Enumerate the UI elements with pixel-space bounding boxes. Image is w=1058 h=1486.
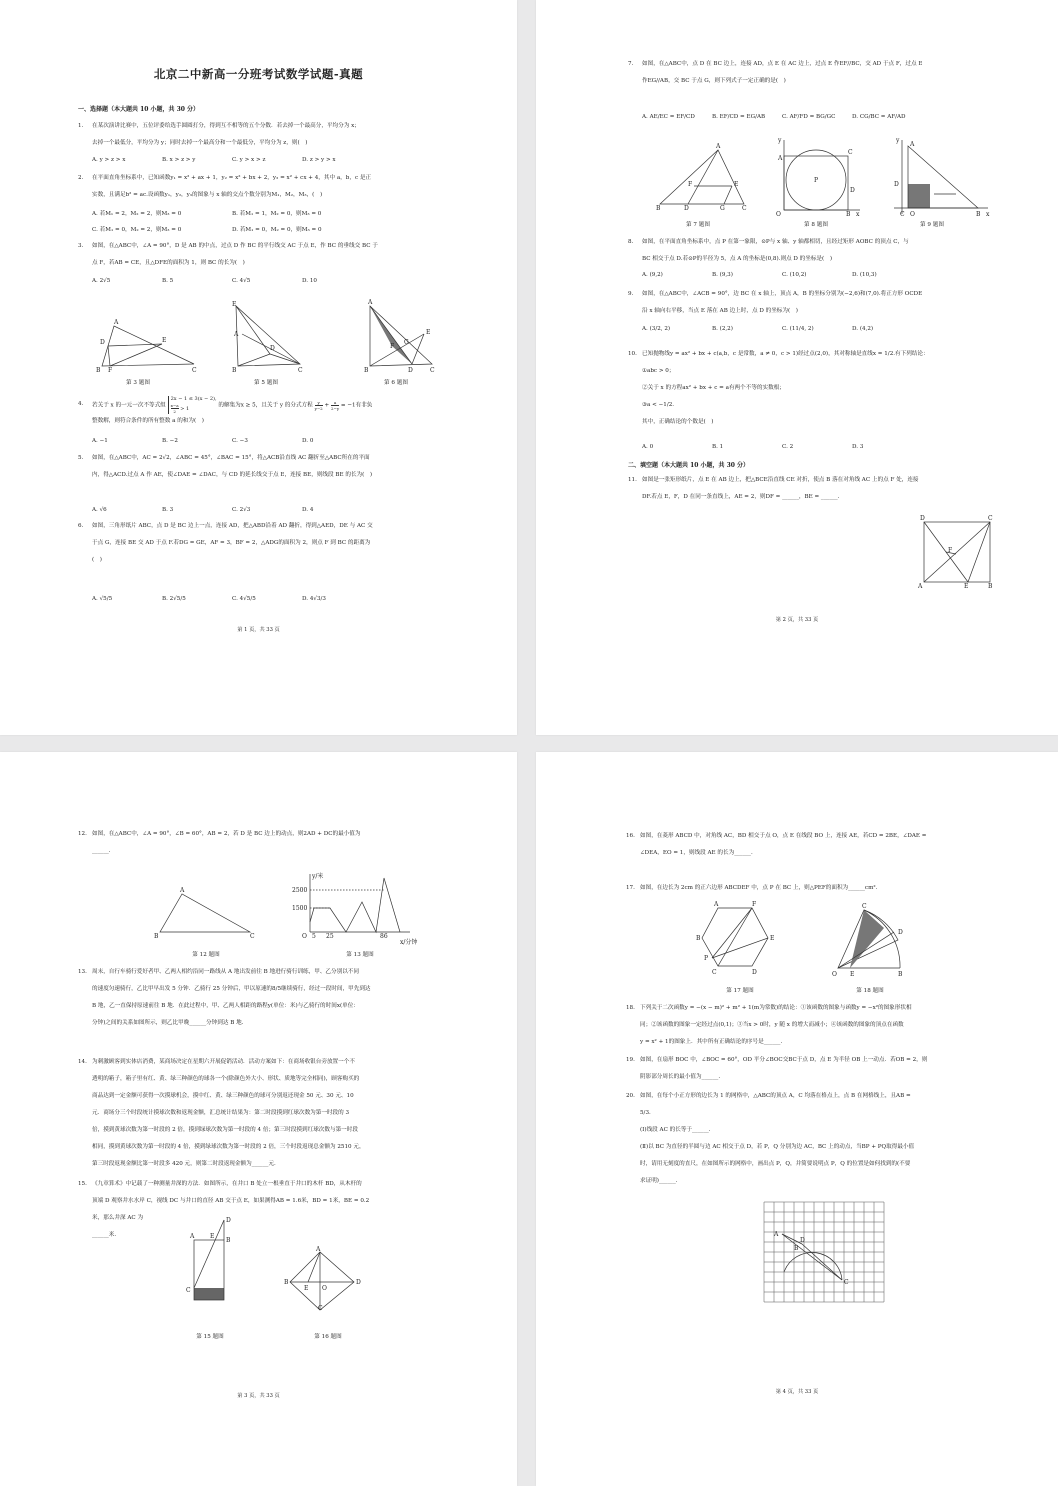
svg-text:C: C [848, 149, 853, 156]
svg-text:C: C [318, 1305, 323, 1312]
question-text: 如图，三角形纸片 ABC，点 D 是 BC 边上一点，连接 AD，把△ABD沿着 AD 翻折，得到△AED，DE 与 AC 交 [92, 523, 373, 529]
y-axis-label: y/米 [312, 873, 324, 880]
option-d[interactable]: D. 10 [302, 278, 317, 284]
option-c[interactable]: C. 2√3 [232, 507, 251, 513]
question-text: ______米. [92, 1232, 117, 1238]
option-c[interactable]: C. y > x > z [232, 157, 266, 163]
sub-question: (Ⅰ)线段 AC 的长等于______. [640, 1127, 711, 1133]
question-text: y = x² + 1的图象上．其中所有正确结论的序号是______. [640, 1039, 783, 1045]
question-number: 20. [626, 1093, 635, 1099]
figure-q19 [828, 902, 912, 978]
option-d[interactable]: D. z > y > x [302, 157, 336, 163]
svg-text:B: B [154, 933, 159, 940]
option-a[interactable]: A. √6 [92, 507, 107, 513]
svg-text:F: F [108, 367, 113, 374]
question-17 [626, 880, 878, 897]
question-text: 如图，在△ABC中，∠A = 90°，∠B = 60°，AB = 2，若 D 是 BC 边上的动点，则2AD + DC的最小值为 [92, 831, 361, 837]
question-text: 在平面直角坐标系中，已知函数y₁ = x² + ax + 1，y₂ = x² + bx + 2，y₃ = x² + cx + 4，其中 a，b，c 是正 [92, 175, 372, 181]
question-text: 米，那么井深 AC 为 [92, 1215, 144, 1221]
svg-text:E: E [850, 971, 855, 978]
x-tick: 86 [380, 933, 388, 940]
svg-text:F: F [688, 181, 693, 188]
caption: 第 7 题图 [686, 222, 710, 228]
option-c[interactable]: C. 2 [782, 444, 794, 450]
x-axis-label: x/分钟 [400, 939, 418, 946]
question-text: 如图，在边长为 2cm 的正六边形 ABCDEF 中，点 P 在 BC 上，则△PEF的面积为______cm². [640, 885, 878, 891]
figure-q20-grid [762, 1200, 888, 1302]
option-b[interactable]: B. (2,2) [712, 326, 733, 332]
figure-q12 [150, 884, 260, 940]
y-tick: 1500 [292, 905, 308, 912]
origin-label: O [302, 933, 307, 940]
svg-text:y: y [896, 137, 900, 144]
svg-text:A: A [190, 1233, 195, 1240]
option-d[interactable]: D. (4,2) [852, 326, 874, 332]
question-text: 的解集为x ≥ 5，且关于 y 的分式方程 [218, 402, 313, 409]
question-text: 点 F，若AB = CE，且△DFE的面积为 1，则 BC 的长为( ) [92, 260, 245, 266]
page-4 [536, 752, 1058, 1486]
option-b[interactable]: B. 3 [162, 507, 174, 513]
question-5 [78, 450, 373, 484]
question-text: ______. [92, 848, 111, 854]
question-number: 3. [78, 243, 84, 249]
svg-text:E: E [210, 1233, 215, 1240]
question-10 [628, 346, 929, 431]
question-1 [78, 118, 360, 152]
option-b[interactable]: B. 2√5/5 [162, 596, 186, 602]
question-text: ∠DEA，EO = 1，则线段 AE 的长为______. [640, 850, 753, 856]
svg-text:C: C [844, 1279, 849, 1286]
question-number: 6. [78, 523, 84, 529]
svg-text:C: C [430, 367, 435, 374]
svg-text:A: A [114, 319, 119, 326]
question-4: 4. 若关于 x 的一元一次不等式组 2x − 1 ≤ 3(x − 2), $\frac{x-a}{2} > 1$ 的解集为x ≥ 5，且关于 y 的分式方程 y y−2 + a 2−y = −1有非负 整数解，则符合条件的所有整数 a 的和为( ) [92, 396, 372, 430]
svg-text:P: P [704, 955, 709, 962]
svg-text:D: D [100, 339, 105, 346]
question-text: 下列关于二次函数y = −(x − m)² + m² + 1(m为常数)的结论：①该函数的图象与函数y = −x²的图象形状相 [640, 1005, 912, 1011]
sub-question: (Ⅱ)以 BC 为直径的半圆与边 AC 相交于点 D，若 P，Q 分别为边 AC，BC 上的动点，当BP + PQ取得最小值 [640, 1144, 915, 1150]
question-11 [628, 472, 919, 506]
svg-text:B: B [226, 1237, 231, 1244]
question-2 [78, 170, 372, 204]
svg-text:G: G [404, 339, 409, 346]
question-number: 12. [78, 831, 87, 837]
svg-text:C: C [712, 969, 717, 976]
svg-text:A: A [910, 141, 915, 148]
svg-text:E: E [232, 301, 237, 308]
question-number: 4. [78, 401, 84, 407]
page-footer: 第 4 页，共 33 页 [775, 1389, 819, 1395]
question-text: 第三时段返现金额比第一时段多 420 元，则第二时段返现金额为______元. [92, 1161, 276, 1167]
svg-text:B: B [284, 1279, 289, 1286]
page-2 [536, 0, 1058, 735]
svg-text:E: E [964, 583, 969, 590]
option-d[interactable]: D. 4√3/3 [302, 596, 326, 602]
question-text: 的速度匀速骑行，乙比甲早出发 5 分钟．乙骑行 25 分钟后，甲以原速的8/5继续骑行，经过一段时间，甲先到达 [92, 986, 371, 992]
x-tick: 5 [312, 933, 316, 940]
question-text: 同；②该函数的图象一定经过点(0,1)；③当x > 0时，y 随 x 的增大而减小；④该函数的图象的顶点在函数 [640, 1022, 904, 1028]
page-1 [0, 0, 517, 735]
question-text: 透明的箱子，箱子里有红、黄、绿三种颜色的球各一个(除颜色外大小、形状、质地等完全相同)，顾客购买的 [92, 1076, 360, 1082]
question-text: 分钟)之间的关系如图所示，则乙比甲晚______分钟到达 B 地. [92, 1020, 244, 1026]
svg-text:x: x [986, 211, 990, 218]
option-c[interactable]: C. (10,2) [782, 272, 807, 278]
svg-text:A: A [918, 583, 923, 590]
svg-text:D: D [898, 929, 903, 936]
question-text: 为刺激顾客到实体店消费，某商场决定在星期六开展促销活动．活动方案如下：在商场收银台旁放置一个不 [92, 1059, 355, 1065]
question-number: 9. [628, 291, 634, 297]
question-text: 《九章算术》中记载了一种测量井深的方法．如图所示，在井口 B 处立一根垂直于井口的木杆 BD，从木杆的 [92, 1181, 362, 1187]
svg-text:C: C [988, 515, 993, 522]
question-text: 如图，在△ABC中，∠ACB = 90°，边 BC 在 x 轴上，顶点 A，B 的坐标分别为(−2,6)和(7,0).将正方形 OCDE [642, 291, 923, 297]
question-text: 已知抛物线y = ax² + bx + c(a,b，c 是常数，a ≠ 0，c > 1)经过点(2,0)，其对称轴是直线x = 1/2.有下列结论： [642, 351, 929, 357]
figure-q16 [284, 1248, 366, 1312]
option-a[interactable]: A. AE/EC = EF/CD [642, 114, 695, 120]
y-tick: 2500 [292, 887, 308, 894]
question-number: 13. [78, 969, 87, 975]
question-text: 相同，摸到黄球次数为第一时段的 4 倍，摸到绿球次数为第一时段的 2 倍，三个时段返现总金额为 2510 元， [92, 1144, 365, 1150]
caption: 第 9 题图 [920, 222, 944, 228]
svg-text:B: B [656, 205, 661, 212]
question-text: 内，得△ACD.过点 A 作 AE，使∠DAE = ∠DAC，与 CD 的延长线交于点 E，连接 BE，则线段 BE 的长为( ) [92, 472, 373, 478]
question-text: BC 相交于点 D.若⊙P的半径为 5，点 A 的坐标是(0,8).则点 D 的坐标是( ) [642, 256, 833, 262]
option-b[interactable]: B. (9,3) [712, 272, 733, 278]
svg-text:D: D [408, 367, 413, 374]
svg-text:A: A [774, 1231, 779, 1238]
question-text: 如图，在每个小正方形的边长为 1 的网格中，△ABC的顶点 A，C 均落在格点上，点 B 在网格线上，且AB = [640, 1093, 911, 1099]
svg-text:E: E [770, 935, 775, 942]
caption: 第 12 题图 [192, 952, 220, 958]
svg-text:D: D [894, 181, 899, 188]
question-16 [626, 828, 927, 862]
svg-text:B: B [96, 367, 101, 374]
svg-text:F: F [390, 343, 395, 350]
question-number: 19. [626, 1057, 635, 1063]
svg-text:P: P [814, 177, 819, 184]
svg-text:B: B [988, 583, 993, 590]
question-number: 14. [78, 1059, 87, 1065]
option-d[interactable]: D. CG/BC = AF/AD [852, 114, 906, 120]
question-text: 若关于 x 的一元一次不等式组 [92, 402, 166, 409]
svg-text:E: E [162, 337, 167, 344]
question-text: 倍，摸到黄球次数为第一时段的 2 倍，摸到绿球次数为第一时段的 4 倍；第三时段摸到红球次数与第一时段 [92, 1127, 358, 1133]
option-a[interactable]: A. √5/5 [92, 596, 113, 602]
option-b[interactable]: B. x > z > y [162, 157, 196, 163]
section-fill-heading: 二、填空题（本大题共 10 小题，共 30 分） [628, 462, 750, 469]
option-d[interactable]: D. 4 [302, 507, 314, 513]
svg-text:A: A [316, 1246, 321, 1253]
figure-q8 [772, 136, 864, 216]
system-line: > 1 [180, 406, 190, 412]
figure-q9 [888, 136, 992, 216]
question-text: B 地，乙一直保持原速前往 B 地．在此过程中，甲、乙两人相距的路程y(单位：米)与乙骑行的时间x(单位： [92, 1003, 359, 1009]
svg-text:C: C [186, 1287, 191, 1294]
svg-text:E: E [304, 1285, 309, 1292]
x-tick: 25 [326, 933, 334, 940]
question-text: 如图，在扇形 BOC 中，∠BOC = 60°，OD 平分∠BOC交BC于点 D，点 E 为半径 OB 上一动点．若OB = 2，则 [640, 1057, 928, 1063]
option-d[interactable]: D. 3 [852, 444, 864, 450]
question-text: 于点 G，连接 BE 交 AD 于点 F.若DG = GE，AF = 3，BF = 2，△ADG的面积为 2，则点 F 到 BC 的距离为 [92, 540, 371, 546]
caption: 第 15 题图 [196, 1334, 224, 1340]
svg-text:C: C [250, 933, 255, 940]
svg-text:D: D [356, 1279, 361, 1286]
option-d[interactable]: D. (10,3) [852, 272, 877, 278]
question-9 [628, 286, 923, 320]
svg-text:D: D [226, 1217, 231, 1224]
question-text: ( ) [92, 557, 102, 563]
svg-text:C: C [900, 211, 905, 218]
question-3 [78, 238, 378, 272]
chart-q13 [292, 870, 432, 946]
frac-den: 2 [173, 409, 176, 414]
question-8 [628, 234, 909, 268]
svg-text:B: B [976, 211, 981, 218]
option-a[interactable]: A. (9,2) [642, 272, 663, 278]
svg-text:D: D [270, 345, 275, 352]
figure-q11 [916, 514, 996, 590]
question-number: 8. [628, 239, 634, 245]
option-b[interactable]: B. 1 [712, 444, 724, 450]
option-c[interactable]: C. −3 [232, 438, 248, 444]
question-number: 16. [626, 833, 635, 839]
option-d[interactable]: D. 0 [302, 438, 314, 444]
svg-text:y: y [778, 137, 782, 144]
option-a[interactable]: A. y > z > x [92, 157, 126, 163]
option-b[interactable]: B. EF/CD = EG/AB [712, 114, 766, 120]
question-6 [78, 518, 373, 569]
question-text: 周末，自行车骑行爱好者甲、乙两人相约沿同一路线从 A 地出发前往 B 地进行骑行训练，甲、乙分别以不同 [92, 969, 359, 975]
option-b[interactable]: B. −2 [162, 438, 178, 444]
statement: ①abc > 0； [642, 368, 675, 374]
svg-text:x: x [856, 211, 860, 218]
question-text: 如图，在△ABC中，∠A = 90°，D 是 AB 的中点，过点 D 作 BC 的平行线交 AC 于点 E，作 BC 的垂线交 BC 于 [92, 243, 378, 249]
question-text: 元．商场分三个时段统计摸球次数和返现金额，汇总统计结果为：第二时段摸到红球次数为第一时段的 3 [92, 1110, 350, 1116]
option-c[interactable]: C. 4√5 [232, 278, 251, 284]
svg-text:C: C [862, 903, 867, 910]
question-text: 阴影部分周长的最小值为______. [640, 1074, 721, 1080]
document-title: 北京二中新高一分班考试数学试题-真题 [153, 67, 364, 81]
svg-text:O: O [776, 211, 781, 218]
question-number: 17. [626, 885, 635, 891]
svg-text:A: A [778, 155, 783, 162]
option-c[interactable]: C. (11/4, 2) [782, 326, 814, 332]
question-text: 如图是一张矩形纸片，点 E 在 AB 边上，把△BCE沿直线 CE 对折，使点 B 落在对角线 AC 上的点 F 处，连接 [642, 477, 919, 483]
page-footer: 第 3 页，共 33 页 [237, 1393, 280, 1399]
svg-text:A: A [368, 299, 373, 306]
svg-text:F: F [752, 901, 757, 908]
caption: 第 18 题图 [856, 988, 884, 994]
question-7 [628, 56, 923, 90]
svg-text:C: C [298, 367, 303, 374]
sub-question: 时，请用无刻度的直尺，在如图所示的网格中，画出点 P，Q，并简要说明点 P，Q 的位置是如何找到的(不要 [640, 1161, 911, 1167]
svg-text:O: O [832, 971, 837, 978]
svg-text:D: D [752, 969, 757, 976]
svg-text:E: E [734, 181, 739, 188]
svg-text:B: B [898, 971, 903, 978]
question-number: 5. [78, 455, 84, 461]
option-a[interactable]: A. (3/2, 2) [642, 326, 671, 332]
svg-text:G: G [720, 205, 725, 212]
question-12 [78, 826, 361, 860]
caption: 第 3 题图 [126, 380, 150, 386]
question-19 [626, 1052, 928, 1086]
svg-text:B: B [794, 1245, 799, 1252]
svg-text:A: A [180, 887, 185, 894]
question-text: 如图，在△ABC中，AC = 2√2，∠ABC = 45°，∠BAC = 15°，将△ACB沿直线 AC 翻折至△ABC所在的平面 [92, 455, 370, 461]
caption: 第 6 题图 [384, 380, 408, 386]
question-text: 顶端 D 观察井水水岸 C，视线 DC 与井口的直径 AB 交于点 E，如果测得AB = 1.6米，BD = 1米，BE = 0.2 [92, 1198, 370, 1204]
system-line: 2x − 1 ≤ 3(x − 2), [170, 396, 217, 402]
statement: ③a < −1/2. [642, 402, 675, 408]
svg-text:A: A [714, 901, 719, 908]
question-number: 2. [78, 175, 84, 181]
option-a[interactable]: A. 0 [642, 444, 654, 450]
question-text: 整数解，则符合条件的所有整数 a 的和为( ) [92, 418, 204, 424]
figure-q17 [696, 900, 776, 974]
option-c[interactable]: C. AF/FD = BG/GC [782, 114, 836, 120]
option-b[interactable]: B. 5 [162, 278, 174, 284]
page-footer: 第 2 页，共 33 页 [775, 617, 819, 623]
svg-text:D: D [800, 1237, 805, 1244]
svg-text:B: B [846, 211, 851, 218]
svg-text:D: D [920, 515, 925, 522]
question-text: 在某次演讲比赛中，五位评委给选手圆圆打分，得到互不相等的五个分数．若去掉一个最高分，平均分为 x； [92, 123, 360, 129]
svg-text:D: D [684, 205, 689, 212]
svg-text:A: A [716, 143, 721, 150]
option-a[interactable]: A. 2√5 [92, 278, 111, 284]
question-number: 7. [628, 61, 634, 67]
option-d[interactable]: D. 若M₁ = 0，M₂ = 0，则M₃ = 0 [232, 227, 322, 233]
question-number: 18. [626, 1005, 635, 1011]
section-choice-heading: 一、选择题（本大题共 10 小题，共 30 分） [78, 106, 200, 113]
svg-text:A: A [234, 331, 239, 338]
svg-text:B: B [232, 367, 237, 374]
question-number: 10. [628, 351, 637, 357]
figure-q6 [362, 296, 448, 374]
figure-q15 [180, 1214, 234, 1310]
frac-num: x−a [170, 403, 179, 408]
svg-text:O: O [322, 1285, 327, 1292]
caption: 第 13 题图 [346, 952, 374, 958]
question-text: = −1有非负 [340, 402, 373, 409]
caption: 第 8 题图 [804, 222, 828, 228]
question-number: 15. [78, 1181, 87, 1187]
svg-text:F: F [948, 547, 953, 554]
option-c[interactable]: C. 若M₁ = 0，M₂ = 2，则M₃ = 0 [92, 227, 182, 233]
question-text: 沿 x 轴向右平移，当点 E 落在 AB 边上时，点 D 的坐标为( ) [642, 308, 798, 314]
figure-q5 [228, 296, 308, 374]
svg-text:E: E [426, 329, 431, 336]
svg-text:C: C [192, 367, 197, 374]
page-3 [0, 752, 517, 1486]
question-text: 商品达到一定金额可获得一次摸球机会，摸中红、黄、绿三种颜色的球可分别返还现金 50 元、30 元、10 [92, 1093, 354, 1099]
sub-question: 求证明)______. [640, 1178, 678, 1184]
svg-text:B: B [696, 935, 701, 942]
svg-text:O: O [910, 211, 915, 218]
question-number: 1. [78, 123, 84, 129]
figure-q7 [654, 140, 746, 214]
caption: 第 5 题图 [254, 380, 278, 386]
statement: ②关于 x 的方程ax² + bx + c = a有两个不等的实数根； [642, 385, 785, 391]
option-b[interactable]: B. 若M₁ = 1，M₂ = 0，则M₃ = 0 [232, 211, 322, 217]
option-a[interactable]: A. −1 [92, 438, 108, 444]
question-text: 如图，在△ABC中，点 D 在 BC 边上，连接 AD，点 E 在 AC 边上，过点 E 作EF//BC，交 AD 于点 F，过点 E [642, 61, 923, 67]
svg-text:B: B [364, 367, 369, 374]
option-c[interactable]: C. 4√5/5 [232, 596, 256, 602]
option-a[interactable]: A. 若M₁ = 2，M₂ = 2，则M₃ = 0 [92, 211, 182, 217]
question-text: 其中，正确结论的个数是( ) [642, 419, 714, 425]
question-20 [626, 1088, 915, 1190]
question-text: 作EG//AB，交 BC 于点 G，则下列式子一定正确的是( ) [642, 78, 786, 84]
question-18 [626, 1000, 912, 1051]
question-text: 如图，在菱形 ABCD 中，对角线 AC，BD 相交于点 O，点 E 在线段 BO 上，连接 AE，若CD = 2BE，∠DAE = [640, 833, 927, 839]
question-text: 如图，在平面直角坐标系中，点 P 在第一象限，⊙P与 x 轴、y 轴都相切，且经过矩形 AOBC 的顶点 C，与 [642, 239, 909, 245]
figure-q3 [92, 296, 204, 374]
svg-text:D: D [850, 187, 855, 194]
caption: 第 16 题图 [314, 1334, 342, 1340]
svg-text:C: C [742, 205, 747, 212]
question-text: 去掉一个最低分，平均分为 y；同时去掉一个最高分和一个最低分，平均分为 z，则( ) [92, 140, 308, 146]
question-number: 11. [628, 477, 637, 483]
question-text: 5/3. [640, 1110, 651, 1116]
question-text: 实数，且满足b² = ac.设函数y₁，y₂，y₃的图象与 x 轴的交点个数分别为M₁，M₂，M₃，( ) [92, 192, 323, 198]
question-text: DF.若点 E，F，D 在同一条直线上，AE = 2，则DF = ______，BE = ______. [642, 494, 840, 500]
caption: 第 17 题图 [726, 988, 754, 994]
page-footer: 第 1 页，共 33 页 [237, 627, 280, 633]
question-13 [78, 964, 371, 1032]
question-14 [78, 1054, 365, 1173]
